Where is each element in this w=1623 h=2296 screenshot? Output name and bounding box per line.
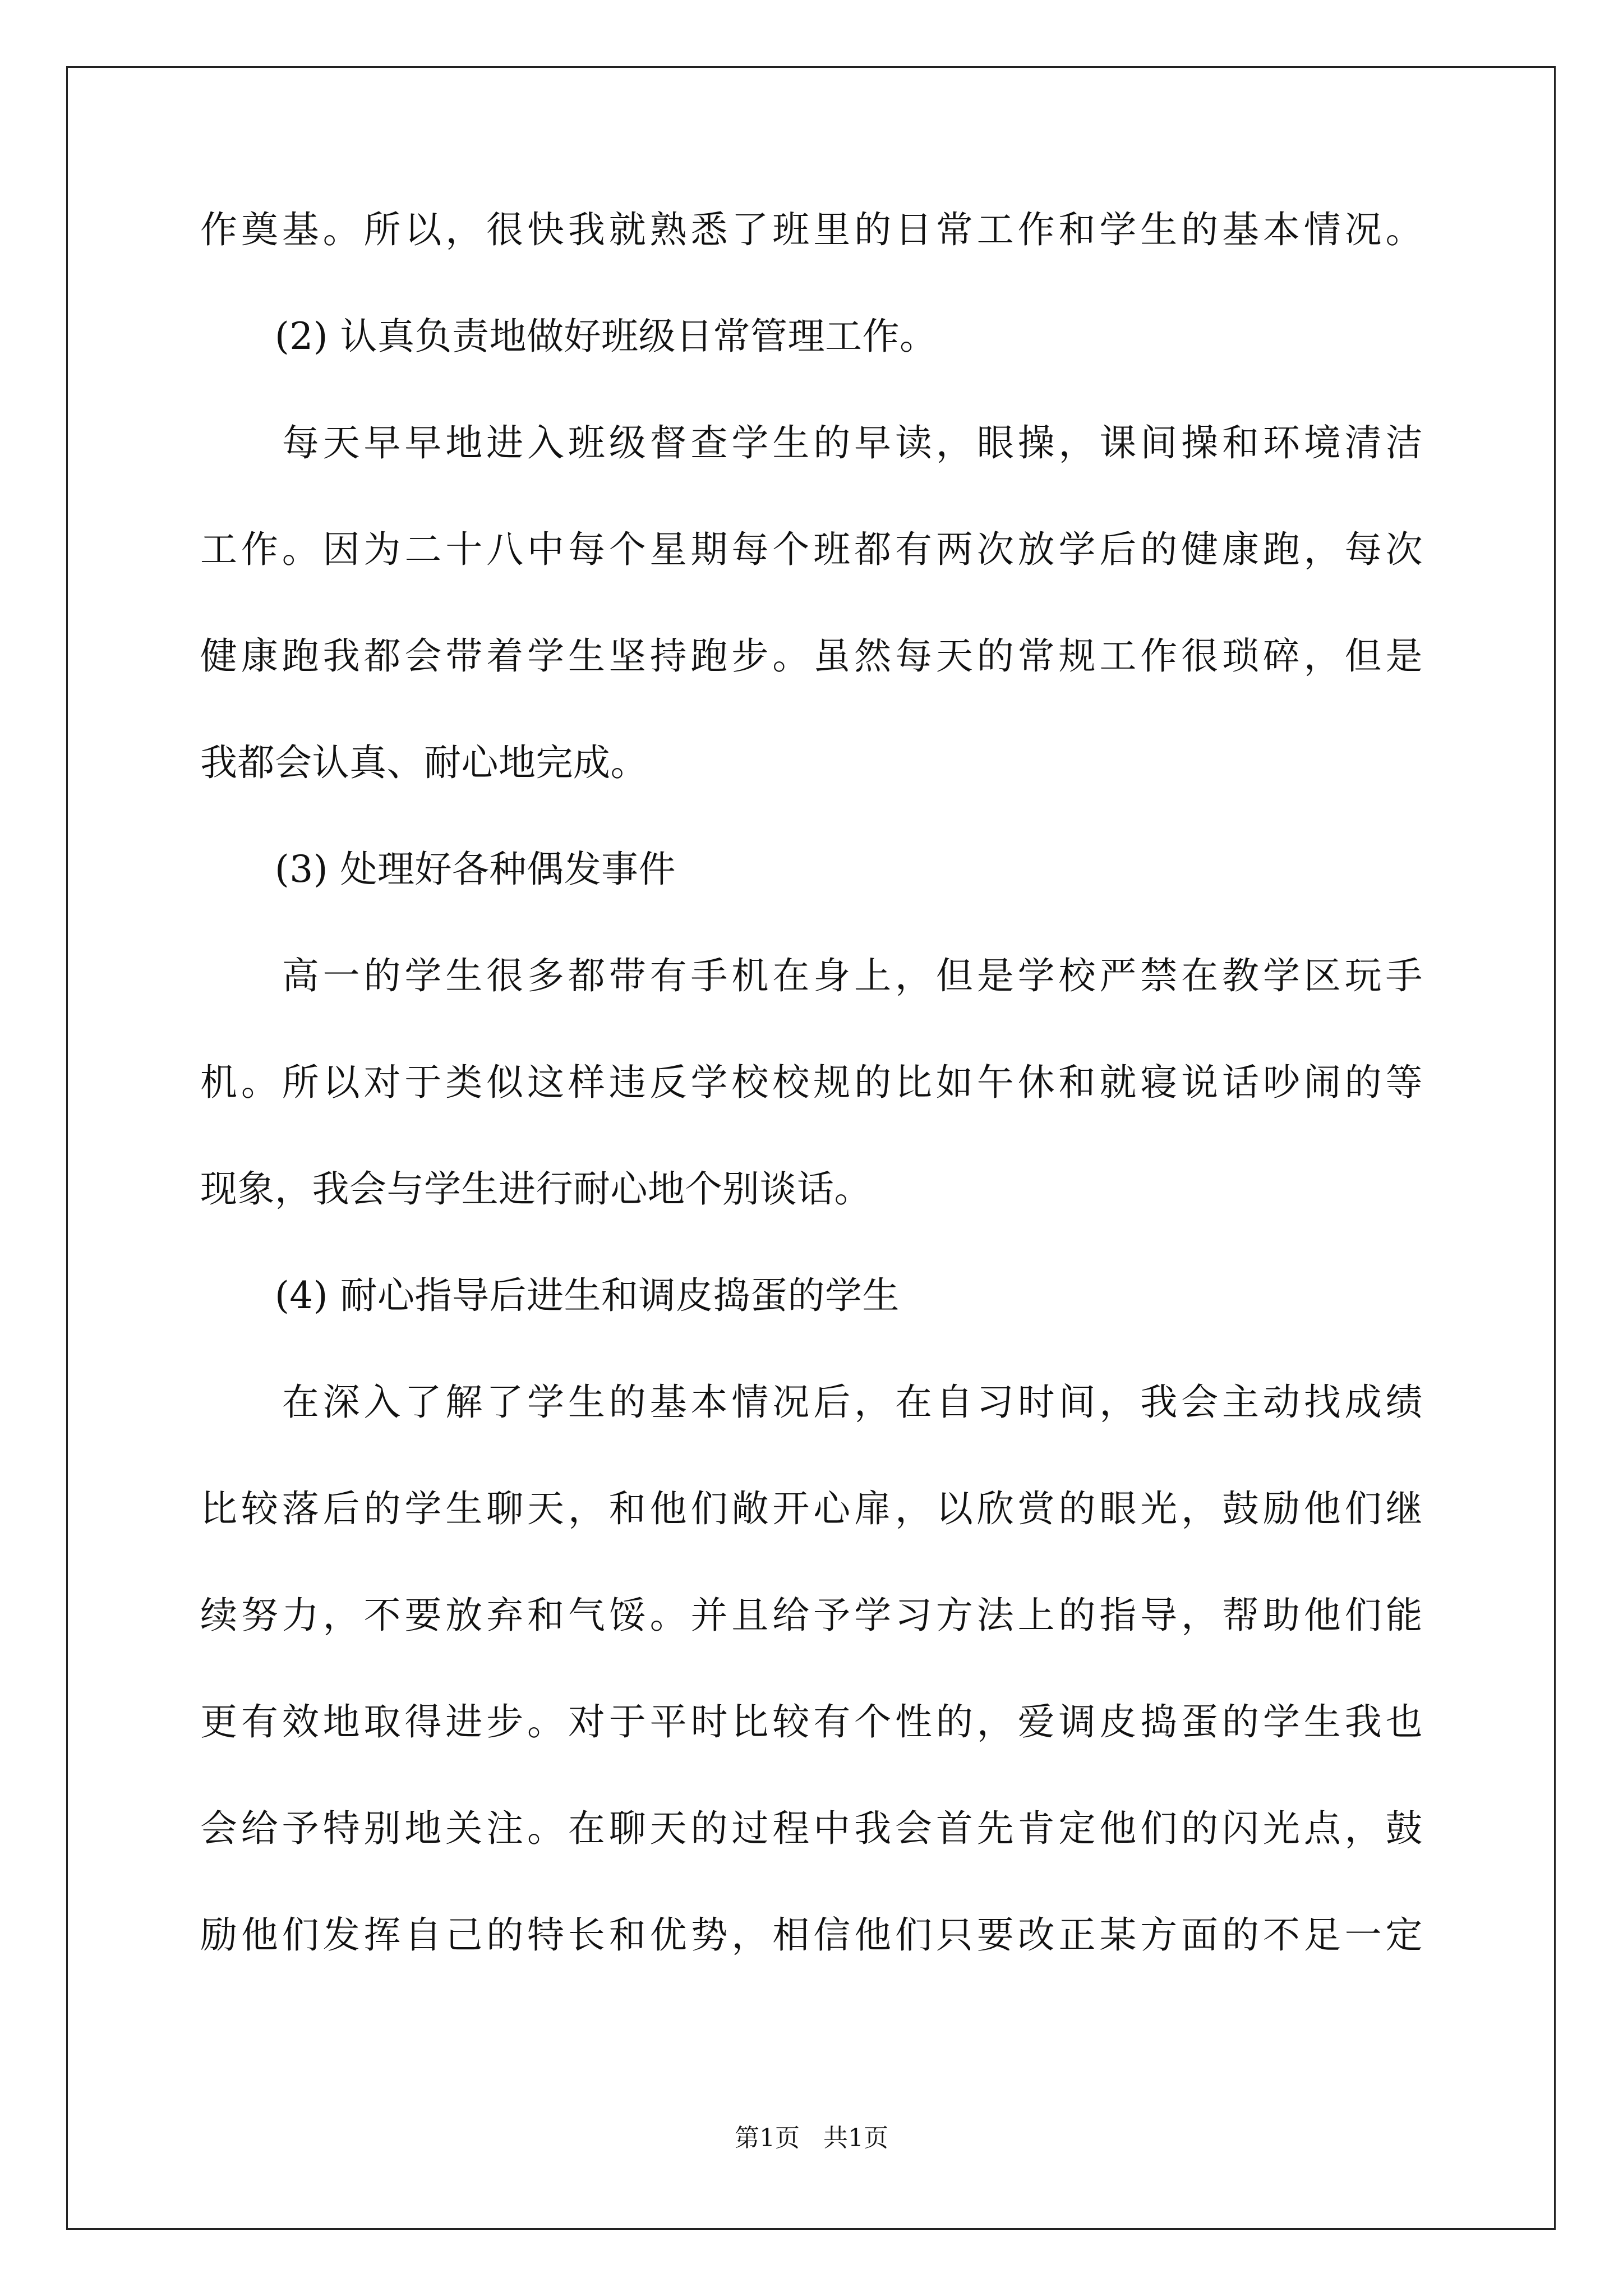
- text-line: 我都会认真、耐心地完成。: [200, 741, 648, 784]
- text-line: 会给予特别地关注。在聊天的过程中我会首先肯定他们的闪光点，鼓: [200, 1807, 1423, 1850]
- text-line: 高一的学生很多都带有手机在身上，但是学校严禁在教学区玩手: [200, 954, 1423, 997]
- text-line: 比较落后的学生聊天，和他们敞开心扉，以欣赏的眼光，鼓励他们继: [200, 1487, 1423, 1530]
- text-line: 在深入了解了学生的基本情况后，在自习时间，我会主动找成绩: [200, 1381, 1423, 1424]
- section-heading: (3) 处理好各种偶发事件: [200, 848, 676, 891]
- text-line: 励他们发挥自己的特长和优势，相信他们只要改正某方面的不足一定: [200, 1913, 1423, 1957]
- text-line: 续努力，不要放弃和气馁。并且给予学习方法上的指导，帮助他们能: [200, 1594, 1423, 1637]
- page-border: [66, 66, 1556, 2230]
- text-line: 作奠基。所以，很快我就熟悉了班里的日常工作和学生的基本情况。: [200, 208, 1423, 251]
- page-footer: 第1页 共1页: [735, 2124, 888, 2152]
- text-line: 每天早早地进入班级督查学生的早读，眼操，课间操和环境清洁: [200, 421, 1423, 464]
- text-line: 更有效地取得进步。对于平时比较有个性的，爱调皮捣蛋的学生我也: [200, 1700, 1423, 1743]
- text-line: 工作。因为二十八中每个星期每个班都有两次放学后的健康跑，每次: [200, 528, 1423, 571]
- text-line: 机。所以对于类似这样违反学校校规的比如午休和就寝说话吵闹的等: [200, 1061, 1423, 1104]
- text-line: 健康跑我都会带着学生坚持跑步。虽然每天的常规工作很琐碎，但是: [200, 634, 1423, 678]
- text-line: 现象，我会与学生进行耐心地个别谈话。: [200, 1167, 872, 1211]
- section-heading: (4) 耐心指导后进生和调皮捣蛋的学生: [200, 1274, 900, 1317]
- section-heading: (2) 认真负责地做好班级日常管理工作。: [200, 315, 937, 358]
